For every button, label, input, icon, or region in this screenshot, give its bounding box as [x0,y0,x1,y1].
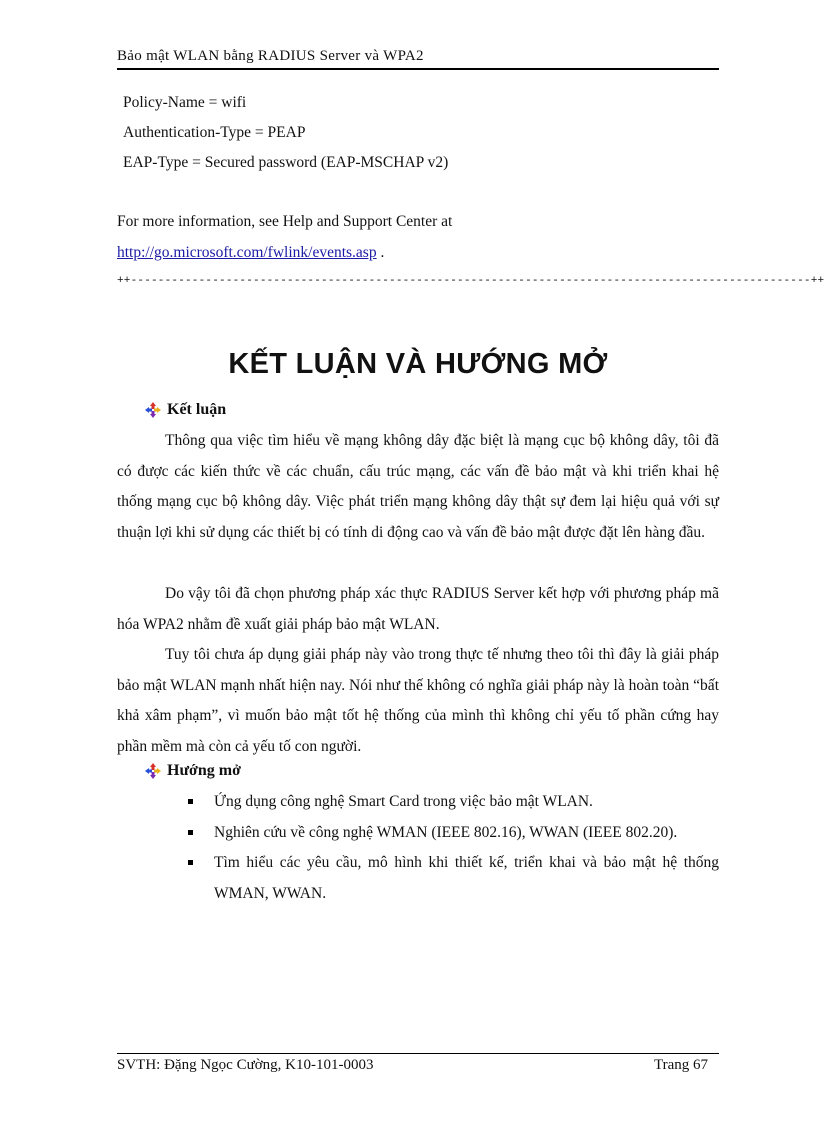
link-suffix: . [376,244,385,261]
page-header: Bảo mật WLAN bằng RADIUS Server và WPA2 [117,48,424,64]
section-heading-label: Hướng mở [167,762,241,779]
chapter-title: KẾT LUẬN VÀ HƯỚNG MỞ [228,348,608,380]
section-heading-conclusion [145,401,226,419]
list-item-text: Tìm hiểu các yêu cầu, mô hình khi thiết kế, triển khai và bảo mật hệ thống WMAN, WWAN. [214,854,719,902]
square-bullet-icon [188,860,193,865]
header-rule [117,68,719,70]
log-line-policy-name: Policy-Name = wifi [123,94,247,111]
list-item [188,818,719,849]
arrow-bullet-icon [145,763,161,779]
info-link-line [117,244,384,262]
log-line-authentication-type: Authentication-Type = PEAP [123,124,306,141]
conclusion-paragraph-2: Do vậy tôi đã chọn phương pháp xác thực RADIUS Server kết hợp với phương pháp mã hóa WPA2 nhằm đề xuất giải pháp bảo mật WLAN. [117,585,719,633]
list-item [188,787,719,818]
footer-rule [117,1053,719,1054]
conclusion-paragraph-1: Thông qua việc tìm hiểu về mạng không dây đặc biệt là mạng cục bộ không dây, tôi đã có được các kiến thức về các chuẩn, cấu trúc mạng, các vấn đề bảo mật và khi triển khai hệ thống mạng cục bộ không dây. Việc phát triển mạng không dây thật sự đem lại hiệu quả với sự thuận lợi khi sử dụng các thiết bị có tính di động cao và vấn đề bảo mật được đặt lên hàng đầu. [117,432,719,541]
future-list [188,787,719,909]
info-text: For more information, see Help and Support Center at [117,213,453,230]
conclusion-paragraph-3: Tuy tôi chưa áp dụng giải pháp này vào trong thực tế nhưng theo tôi thì đây là giải pháp bảo mật WLAN mạnh nhất hiện nay. Nói như thế không có nghĩa giải pháp này là hoàn toàn “bất khả xâm phạm”, vì muốn bảo mật tốt hệ thống của mình thì không chỉ yếu tố phần cứng hay phần mềm mà còn cả yếu tố con người. [117,646,719,755]
footer-author: SVTH: Đặng Ngọc Cường, K10-101-0003 [117,1057,374,1073]
list-item-text: Ứng dụng công nghệ Smart Card trong việc bảo mật WLAN. [214,793,593,810]
help-link[interactable]: http://go.microsoft.com/fwlink/events.asp [117,244,377,261]
square-bullet-icon [188,830,193,835]
square-bullet-icon [188,799,193,804]
page-number: Trang 67 [654,1057,709,1073]
log-line-eap-type: EAP-Type = Secured password (EAP-MSCHAP v2) [123,154,449,171]
list-item [188,848,719,909]
section-heading-future [145,762,241,780]
ascii-divider: ++----------------------------------------------------------------------------------------------------++ [117,275,824,287]
list-item-text: Nghiên cứu về công nghệ WMAN (IEEE 802.16), WWAN (IEEE 802.20). [214,823,678,841]
section-heading-label: Kết luận [167,401,227,418]
arrow-bullet-icon [145,402,161,418]
